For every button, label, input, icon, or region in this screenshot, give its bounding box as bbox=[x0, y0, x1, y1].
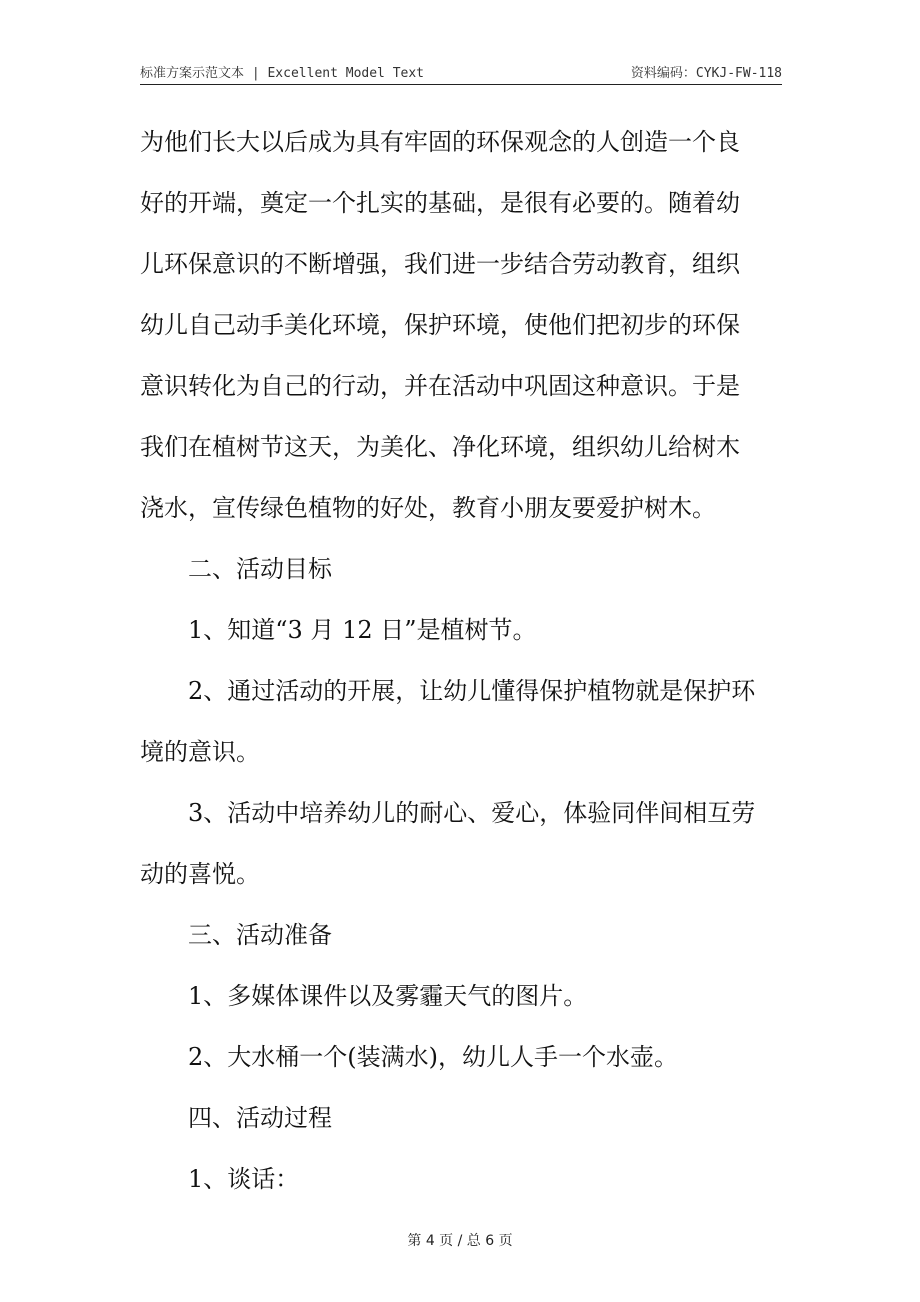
list-item-continuation: 境的意识。 bbox=[140, 738, 260, 766]
page-header bbox=[140, 58, 782, 85]
list-item: 1、谈话： bbox=[188, 1165, 300, 1193]
section-heading-preparation: 三、活动准备 bbox=[188, 921, 332, 949]
document-body bbox=[140, 112, 782, 1210]
page-number: 第 4 页 / 总 6 页 bbox=[407, 1233, 513, 1249]
list-item-continuation: 动的喜悦。 bbox=[140, 860, 260, 888]
list-item: 3、活动中培养幼儿的耐心、爱心，体验同伴间相互劳 bbox=[188, 799, 756, 827]
paragraph-line: 好的开端，奠定一个扎实的基础，是很有必要的。随着幼 bbox=[140, 189, 740, 217]
paragraph-line: 意识转化为自己的行动，并在活动中巩固这种意识。于是 bbox=[140, 372, 740, 400]
document-code: 资料编码：CYKJ-FW-118 bbox=[630, 66, 782, 81]
section-heading-process: 四、活动过程 bbox=[188, 1104, 332, 1132]
list-item: 1、知道“3 月 12 日”是植树节。 bbox=[188, 616, 537, 644]
list-item: 2、通过活动的开展，让幼儿懂得保护植物就是保护环 bbox=[188, 677, 756, 705]
paragraph-line: 我们在植树节这天，为美化、净化环境，组织幼儿给树木 bbox=[140, 433, 740, 461]
list-item: 1、多媒体课件以及雾霾天气的图片。 bbox=[188, 982, 588, 1010]
list-item: 2、大水桶一个(装满水)，幼儿人手一个水壶。 bbox=[188, 1043, 678, 1071]
header-title: 标准方案示范文本 | Excellent Model Text bbox=[140, 66, 425, 81]
section-heading-goals: 二、活动目标 bbox=[188, 555, 332, 583]
paragraph-line: 浇水，宣传绿色植物的好处，教育小朋友要爱护树木。 bbox=[140, 494, 716, 522]
paragraph-line: 儿环保意识的不断增强，我们进一步结合劳动教育，组织 bbox=[140, 250, 740, 278]
paragraph-line: 为他们长大以后成为具有牢固的环保观念的人创造一个良 bbox=[140, 128, 740, 156]
paragraph-line: 幼儿自己动手美化环境，保护环境，使他们把初步的环保 bbox=[140, 311, 740, 339]
